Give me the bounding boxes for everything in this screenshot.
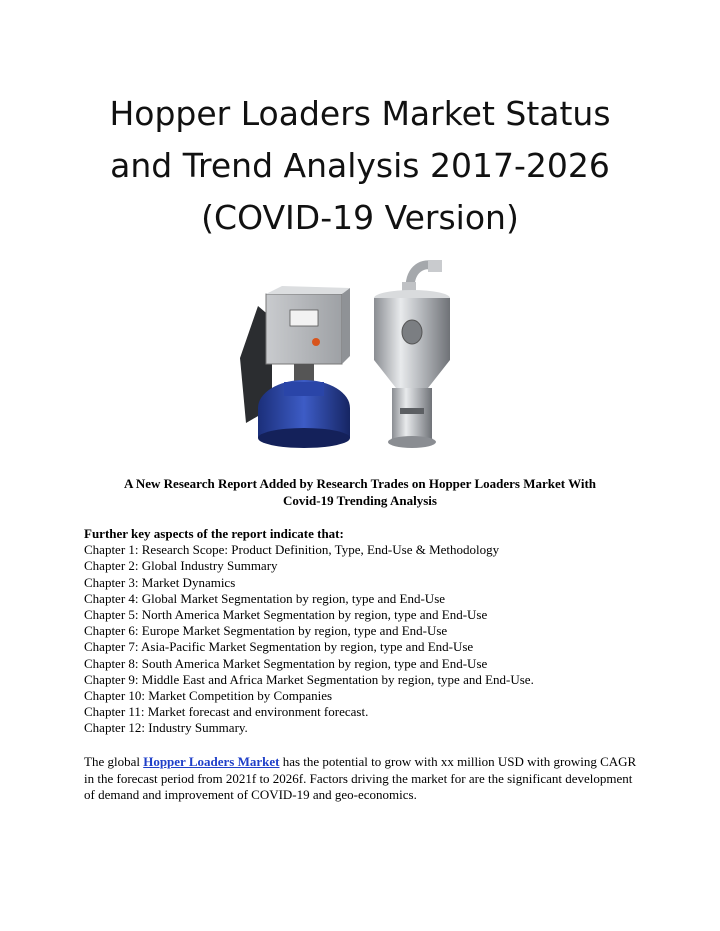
page-title	[0, 88, 720, 244]
chapter-item: Chapter 10: Market Competition by Companies	[84, 688, 333, 704]
key-aspects-section	[84, 526, 644, 737]
chapter-item: Chapter 3: Market Dynamics	[84, 574, 236, 590]
key-aspects-heading: Further key aspects of the report indicate that:	[84, 526, 344, 541]
subtitle-line-2: Covid-19 Trending Analysis	[283, 493, 437, 508]
market-paragraph	[84, 754, 644, 804]
chapter-item: Chapter 8: South America Market Segmentation by region, type and End-Use	[84, 655, 488, 671]
chapter-item: Chapter 12: Industry Summary.	[84, 720, 248, 736]
title-line-2: and Trend Analysis 2017-2026	[110, 146, 610, 185]
chapter-item: Chapter 11: Market forecast and environment forecast.	[84, 704, 369, 720]
hopper-loaders-market-link[interactable]: Hopper Loaders Market	[143, 754, 280, 769]
hopper-loader-illustration	[232, 258, 482, 458]
chapter-item: Chapter 2: Global Industry Summary	[84, 558, 278, 574]
chapter-item: Chapter 5: North America Market Segmentation by region, type and End-Use	[84, 607, 488, 623]
chapter-item: Chapter 4: Global Market Segmentation by region, type and End-Use	[84, 590, 446, 606]
paragraph-intro: The global	[84, 754, 144, 769]
report-subtitle	[84, 475, 636, 509]
chapter-item: Chapter 1: Research Scope: Product Definition, Type, End-Use & Methodology	[84, 542, 500, 558]
title-line-1: Hopper Loaders Market Status	[109, 94, 611, 133]
subtitle-line-1: A New Research Report Added by Research Trades on Hopper Loaders Market With	[123, 476, 597, 491]
paragraph-body: has the potential to grow with xx million USD with growing CAGR in the forecast period from 2021f to 2026f. Factors driving the market for are the significant development of demand and improvement of COVID-19 and geo-economics.	[84, 754, 637, 802]
hopper-loader-machines-image	[232, 258, 482, 458]
title-line-3: (COVID-19 Version)	[201, 198, 519, 237]
chapter-item: Chapter 9: Middle East and Africa Market Segmentation by region, type and End-Use.	[84, 671, 534, 687]
chapter-item: Chapter 7: Asia-Pacific Market Segmentation by region, type and End-Use	[84, 639, 474, 655]
chapter-item: Chapter 6: Europe Market Segmentation by region, type and End-Use	[84, 623, 448, 639]
